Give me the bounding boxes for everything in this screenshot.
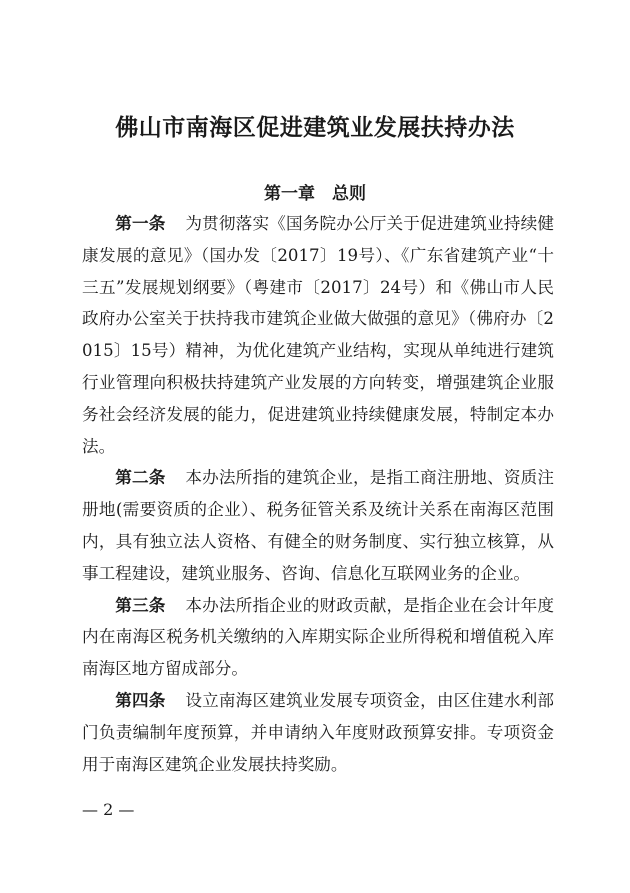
article-label: 第四条 xyxy=(115,689,166,710)
article-label: 第二条 xyxy=(115,467,166,488)
article-label: 第三条 xyxy=(115,594,166,615)
document-title: 佛山市南海区促进建筑业发展扶持办法 xyxy=(115,114,515,141)
article-4 xyxy=(82,685,554,780)
page-number: — 2 — xyxy=(82,800,135,819)
article-label: 第一条 xyxy=(115,213,166,233)
chapter-heading: 第一章 总则 xyxy=(264,184,366,204)
article-text: 为贯彻落实《国务院办公厅关于促进建筑业持续健康发展的意见》（国办发〔2017〕19号）、《广东省建筑产业“十三五”发展规划纲要》（粤建市〔2017〕24号）和《佛山市人民政府办公室关于扶持我市建筑企业做大做强的意见》（佛府办〔2015〕15号）精神，为优化建筑产业结构，实现从单纯进行建筑行业管理向积极扶持建筑产业发展的方向转变，增强建筑企业服务社会经济发展的能力，促进建筑业持续健康发展，特制定本办法。 xyxy=(82,214,555,456)
article-text: 本办法所指的建筑企业，是指工商注册地、资质注册地(需要资质的企业）、税务征管关系及统计关系在南海区范围内，具有独立法人资格、有健全的财务制度、实行独立核算，从事工程建设，建筑业服务、咨询、信息化互联网业务的企业。 xyxy=(82,468,555,583)
article-3 xyxy=(82,590,554,685)
articles-body xyxy=(82,208,554,780)
article-2 xyxy=(82,462,554,589)
article-text: 本办法所指企业的财政贡献，是指企业在会计年度内在南海区税务机关缴纳的入库期实际企业所得税和增值税入库南海区地方留成部分。 xyxy=(82,595,555,679)
article-1 xyxy=(82,208,554,462)
article-text: 设立南海区建筑业发展专项资金，由区住建水利部门负责编制年度预算，并申请纳入年度财政预算安排。专项资金用于南海区建筑企业发展扶持奖励。 xyxy=(82,690,555,774)
